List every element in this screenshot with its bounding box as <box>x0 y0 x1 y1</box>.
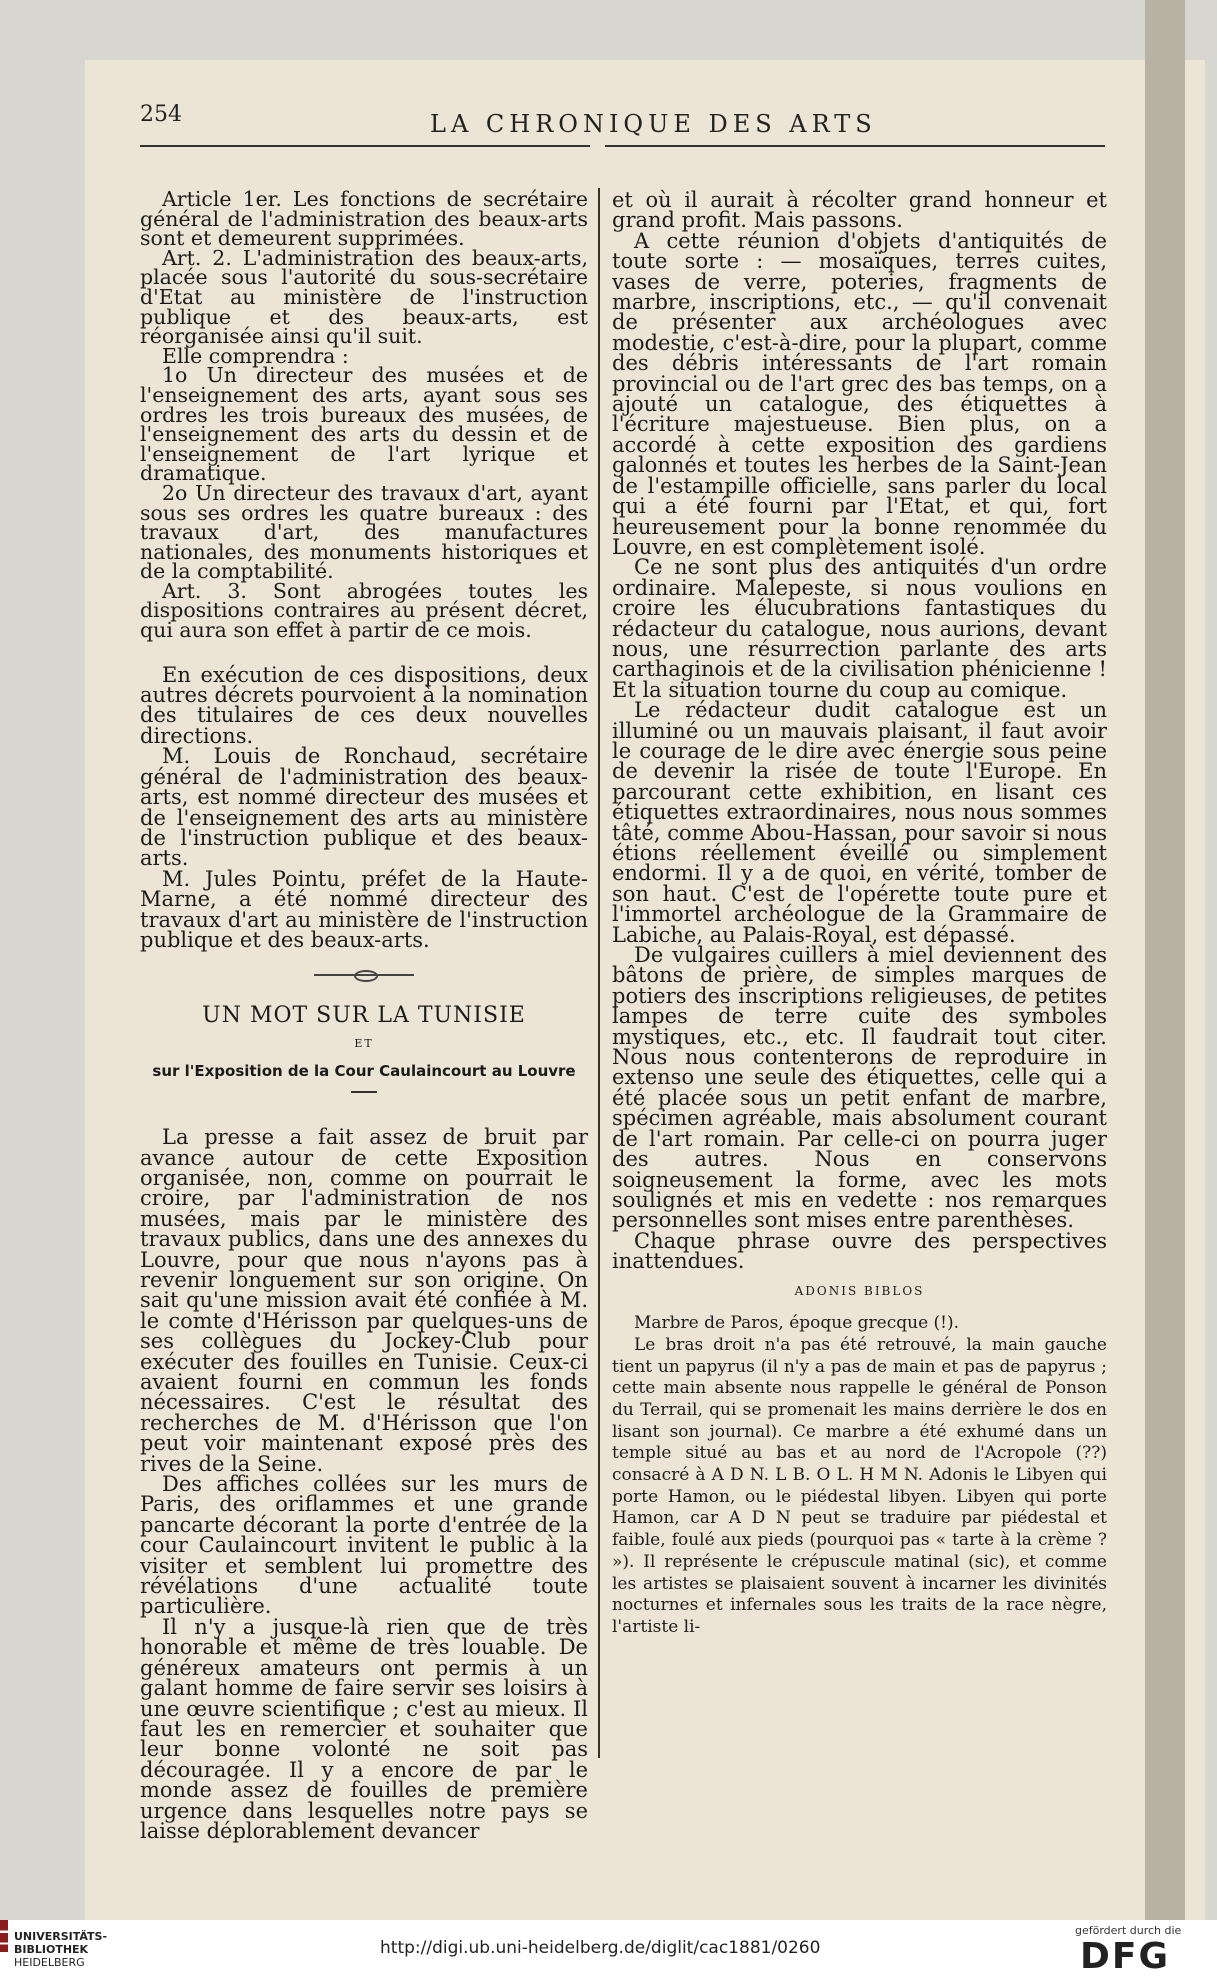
paragraph: 1o Un directeur des musées et de l'enseignement des arts, ayant sous ses ordres les trois bureaux des musées, de l'enseignement des arts du dessin et de l'enseignement de l'art lyrique et dramatique. <box>140 363 588 486</box>
short-rule <box>351 1091 377 1093</box>
paragraph: M. Louis de Ronchaud, secrétaire général de l'administration des beaux-arts, est nommé directeur des musées et de l'enseignement des arts au ministère de l'instruction publique et des beaux-arts. <box>140 744 588 871</box>
paragraph: En exécution de ces dispositions, deux autres décrets pourvoient à la nomination des titulaires de ces deux nouvelles directions. <box>140 662 588 748</box>
label-heading: ADONIS BIBLOS <box>794 1283 925 1298</box>
running-title: LA CHRONIQUE DES ARTS <box>430 110 877 138</box>
paragraph: et où il aurait à récolter grand honneur et grand profit. Mais passons. <box>612 188 1107 233</box>
page-edge <box>1145 0 1185 1978</box>
source-url-link[interactable]: http://digi.ub.uni-heidelberg.de/diglit/cac1881/0260 <box>380 1938 821 1958</box>
article-subheading: sur l'Exposition de la Cour Caulaincourt au Louvre <box>152 1061 576 1080</box>
paragraph: Ce ne sont plus des antiquités d'un ordre ordinaire. Malepeste, si nous voulions en croire les élucubrations fantastiques du rédacteur du catalogue, nous aurions, devant nous, une résurrection parlante des arts carthaginois et de la civilisation phénicienne ! Et la situation tourne du coup au comique. <box>612 555 1107 702</box>
digitization-footer <box>0 1920 1217 1978</box>
paragraph: Art. 3. Sont abrogées toutes les dispositions contraires au présent décret, qui aura son effet à partir de ce mois. <box>140 578 588 643</box>
paragraph: M. Jules Pointu, préfet de la Haute-Marne, a été nommé directeur des travaux d'art au ministère de l'instruction publique et des beaux-arts. <box>140 866 588 952</box>
right-column <box>612 190 1107 1639</box>
ornament-divider <box>314 974 414 978</box>
paragraph: Marbre de Paros, époque grecque (!). <box>634 1313 960 1334</box>
paragraph: Elle comprendra : <box>162 343 349 368</box>
library-logo-icon <box>0 1920 8 1952</box>
paragraph: Le bras droit n'a pas été retrouvé, la main gauche tient un papyrus (il n'y a pas de main et pas de papyrus ; cette main absente nous rappelle le général de Ponson du Terrail, qui se promenait les mains derrière le dos en lisant son journal). Ce marbre a été exhumé dans un temple situé au bas et au nord de l'Acropole (??) consacré à A D N. L B. O L. H M N. Adonis le Libyen qui porte Hamon, ou le piédestal libyen. Libyen qui porte Hamon, car A D N peut se traduire par piédestal et faible, foulé aux pieds (pourquoi pas « tarte à la crème ? »). Il représente le crépuscule matinal (sic), et comme les artistes se plaisaient souvent à incarner les divinités nocturnes et infernales sous les traits de la race nègre, l'artiste li- <box>612 1334 1107 1637</box>
paragraph: 2o Un directeur des travaux d'art, ayant sous ses ordres les quatre bureaux : des travaux d'art, des manufactures nationales, des monuments historiques et de la comptabilité. <box>140 480 588 584</box>
paragraph: Article 1er. Les fonctions de secrétaire général de l'administration des beaux-arts sont et demeurent supprimées. <box>140 187 588 251</box>
paragraph: Chaque phrase ouvre des perspectives inattendues. <box>612 1228 1107 1274</box>
library-name: UNIVERSITÄTS- BIBLIOTHEK HEIDELBERG <box>14 1930 108 1969</box>
heading-conjunction: ET <box>354 1036 374 1050</box>
paragraph: Il n'y a jusque-là rien que de très honorable et même de très louable. De généreux amateurs ont permis à un galant homme de faire servir ses loisirs à une œuvre scientifique ; c'est au mieux. Il faut les en remercier et souhaiter que leur bonne volonté ne soit pas découragée. Il y a encore de par le monde assez de fouilles de première urgence dans lesquelles notre pays se laisse déplorablement devancer <box>140 1614 588 1843</box>
paragraph: Des affiches collées sur les murs de Paris, des oriflammes et une grande pancarte décorant la porte d'entrée de la cour Caulaincourt invitent le public à la visiter et semblent lui promettre des révélations d'une actualité toute particulière. <box>140 1472 588 1619</box>
header-rule-right <box>605 145 1105 147</box>
left-column <box>140 187 588 1843</box>
paragraph: La presse a fait assez de bruit par avance autour de cette Exposition organisée, non, comme on pourrait le croire, par l'administration de nos musées, mais par le ministère des travaux publics, dans une des annexes du Louvre, pour que nous n'ayons pas à revenir longuement sur son origine. On sait qu'une mission avait été confiée à M. le comte d'Hérisson par quelques-uns de ses collègues du Jockey-Club pour exécuter des fouilles en Tunisie. Ceux-ci avaient fourni en commun les fonds nécessaires. C'est le résultat des recherches de M. d'Hérisson que l'on peut voir maintenant exposé près des rives de la Seine. <box>140 1125 588 1476</box>
paragraph: Le rédacteur dudit catalogue est un illuminé ou un mauvais plaisant, il faut avoir le courage de le dire avec énergie sous peine de devenir la risée de toute l'Europe. En parcourant cette exhibition, en lisant ces étiquettes extraordinaires, nous nous sommes tâté, comme Abou-Hassan, pour savoir si nous étions réellement éveillé ou simplement endormi. Il y a de quoi, en vérité, tomber de son haut. C'est de l'opérette toute pure et l'immortel archéologue de la Grammaire de Labiche, au Palais-Royal, est dépassé. <box>612 698 1107 947</box>
page-number: 254 <box>140 102 182 127</box>
dfg-logo: DFG <box>1080 1936 1171 1977</box>
paragraph: A cette réunion d'objets d'antiquités de toute sorte : — mosaïques, terres cuites, vases de verre, poteries, fragments de marbre, inscriptions, etc., — qu'il convenait de présenter aux archéologues avec modestie, c'est-à-dire, pour la plupart, comme des débris intéressants de l'art romain provincial ou de l'art grec des bas temps, on a ajouté un catalogue, des étiquettes à l'écriture majestueuse. Bien plus, on a accordé à cette exposition des gardiens galonnés et toutes les herbes de la Saint-Jean de l'estampille officielle, sans parler du local qui a été fourni par l'Etat, et qui, fort heureusement pour la bonne renommée du Louvre, en est complètement isolé. <box>612 228 1107 559</box>
article-heading: UN MOT SUR LA TUNISIE <box>202 1003 526 1029</box>
header-rule-left <box>140 145 590 147</box>
paragraph: De vulgaires cuillers à miel deviennent des bâtons de prière, de simples marques de potiers des inscriptions religieuses, de petites lampes de terre cuite des symboles mystiques, etc., etc. Il faudrait tout citer. Nous nous contenterons de reproduire in extenso une seule des étiquettes, celle qui a été placée sous un petit enfant de marbre, spécimen agréable, mais absolument courant de l'art romain. Par celle-ci on pourra juger des autres. Nous en conservons soigneusement la forme, avec les mots soulignés et mis en vedette : nos remarques personnelles sont mises entre parenthèses. <box>612 943 1107 1233</box>
column-divider <box>598 188 600 1758</box>
paragraph: Art. 2. L'administration des beaux-arts, placée sous l'autorité du sous-secrétaire d'Etat au ministère de l'instruction publique et des beaux-arts, est réorganisée ainsi qu'il suit. <box>140 245 588 349</box>
funding-note: gefördert durch die <box>1075 1924 1182 1937</box>
